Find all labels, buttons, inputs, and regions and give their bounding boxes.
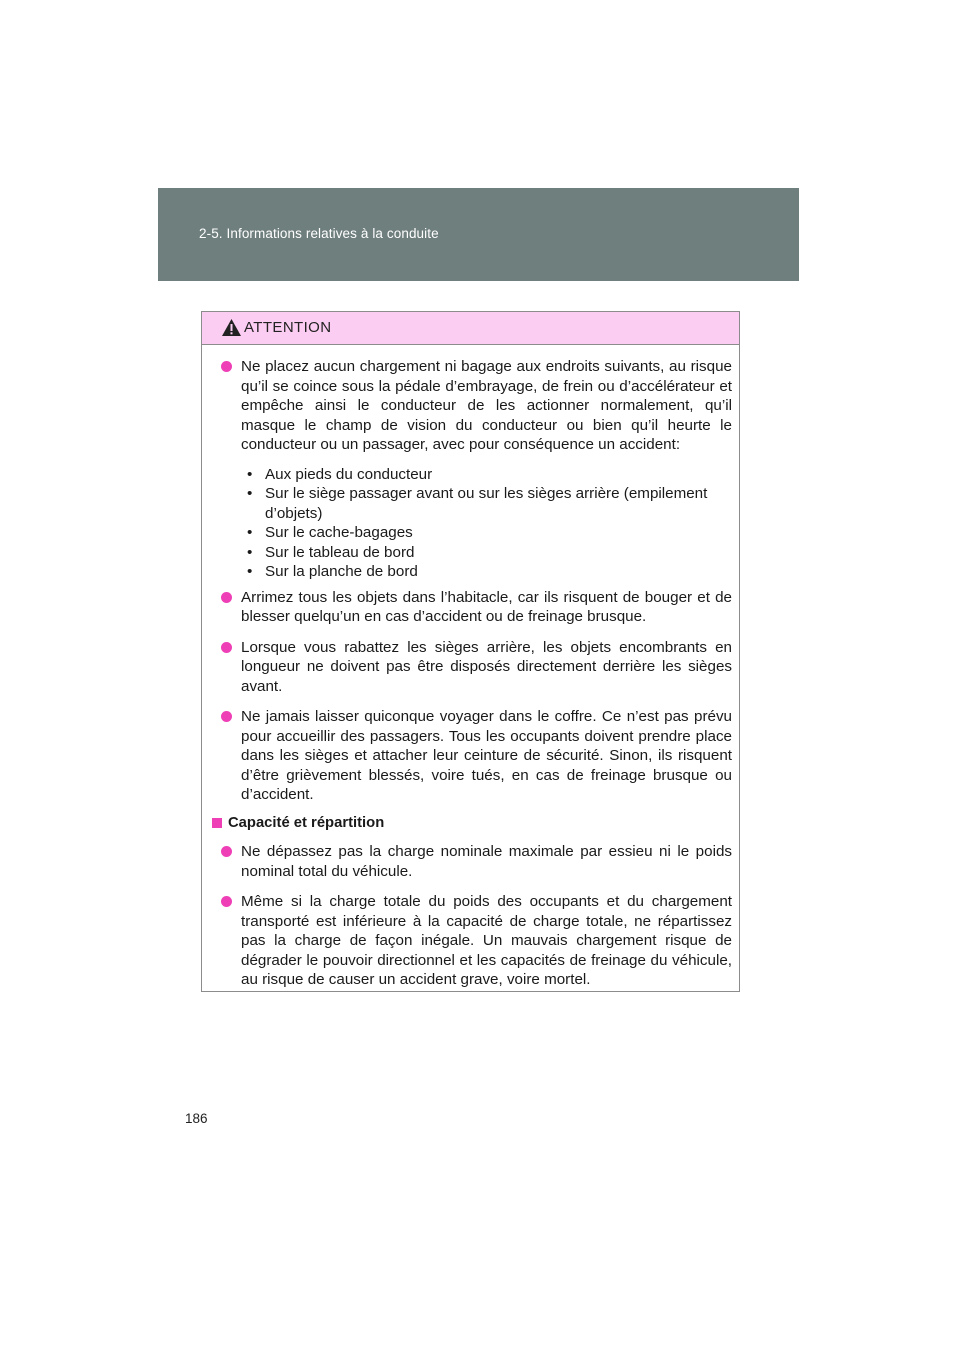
warning-triangle-icon [221,318,242,337]
places-list [247,465,732,582]
section-header-band [158,188,799,281]
list-item: • Sur la planche de bord [247,563,418,580]
list-item: • Sur le tableau de bord [247,543,415,561]
list-item: • Aux pieds du conducteur [247,465,433,483]
warning-body [202,345,739,990]
bullet-dot-icon [221,846,232,857]
warning-paragraph: Arrimez tous les objets dans l’habitacle, car ils risquent de bouger et de blesser quelqu’un en cas d’accident ou de freinage brusque. [220,588,732,627]
warning-box [201,311,740,992]
warning-paragraph: Lorsque vous rabattez les sièges arrière, les objets encombrants en longueur ne doivent pas être disposés directement derrière les sièges avant. [220,638,732,697]
bullet-dot-icon [221,592,232,603]
warning-paragraph: Ne placez aucun chargement ni bagage aux endroits suivants, au risque qu’il se coince sous la pédale d’embrayage, de frein ou d’accélérateur et empêche ainsi le conducteur de les actionner normalement, qu’il masque le champ de vision du conducteur ou bien qu’il heurte le conducteur ou un passager, avec pour conséquence un accident: [220,357,732,455]
list-item: • Sur le siège passager avant ou sur les sièges arrière (empilement d’objets) [247,485,708,522]
warning-paragraph: Même si la charge totale du poids des occupants et du chargement transporté est inférieure à la capacité de charge totale, ne répartissez pas la charge de façon inégale. Un mauvais chargement risque de dégrader le pouvoir directionnel et les capacités de freinage du véhicule, au risque de causer un accident grave, voire mortel. [220,892,732,990]
warning-header [202,312,739,345]
section-heading: Capacité et répartition [211,814,732,834]
bullet-dot-icon [221,642,232,653]
warning-paragraph: Ne jamais laisser quiconque voyager dans le coffre. Ce n’est pas prévu pour accueillir des passagers. Tous les occupants doivent prendre place dans les sièges et attacher leur ceinture de sécurité. Sinon, ils risquent d’être grièvement blessés, voire tués, en cas de freinage brusque ou d’accident. [220,707,732,805]
section-title: 2-5. Informations relatives à la conduite [199,226,439,241]
list-item: • Sur le cache-bagages [247,524,413,541]
warning-paragraph: Ne dépassez pas la charge nominale maximale par essieu ni le poids nominal total du véhicule. [220,842,732,881]
page-number: 186 [185,1111,208,1126]
warning-title: ATTENTION [244,319,332,336]
bullet-dot-icon [221,896,232,907]
section-square-icon [212,818,222,828]
bullet-dot-icon [221,711,232,722]
bullet-dot-icon [221,361,232,372]
